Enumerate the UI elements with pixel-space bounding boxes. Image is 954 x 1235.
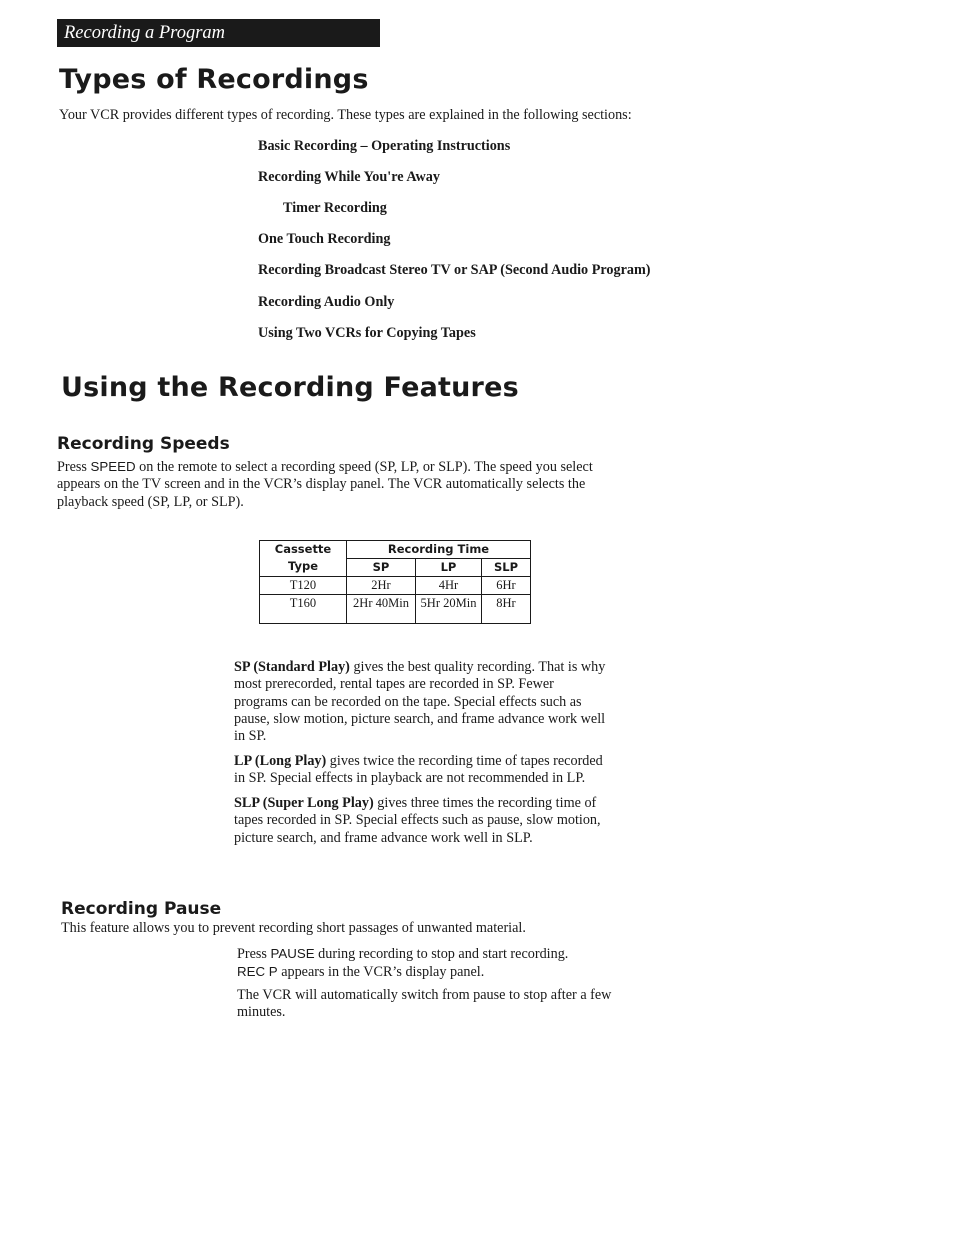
slp-term: SLP (Super Long Play) — [234, 795, 374, 811]
speeds-line1: on the remote to select a recording speed (SP, LP, or SLP). The speed you select — [139, 459, 593, 475]
features-heading: Using the Recording Features — [61, 372, 519, 403]
list-item: Recording Broadcast Stereo TV or SAP (Second Audio Program) — [258, 262, 651, 278]
slp-description: SLP (Super Long Play) gives three times the recording time of tapes recorded in SP. Special effects such as pause, slow motion, picture search, and frame advance work well in SLP. — [234, 795, 601, 846]
types-heading: Types of Recordings — [59, 64, 369, 95]
table-row — [260, 595, 531, 624]
table-cell: T160 — [260, 595, 347, 624]
table-cell: 8Hr — [482, 595, 531, 624]
slp-header: SLP — [482, 559, 531, 577]
recording-time-header: Recording Time — [347, 541, 531, 559]
lp-term: LP (Long Play) — [234, 753, 327, 769]
press-word: Press — [57, 459, 87, 475]
cassette-type-header: Cassette Type — [260, 541, 347, 577]
table-cell: 2Hr — [347, 577, 416, 595]
table-cell: 4Hr — [416, 577, 482, 595]
pause-instructions: Press PAUSE during recording to stop and start recording. REC P appears in the VCR’s display panel. — [237, 946, 569, 981]
speeds-line3: playback speed (SP, LP, or SLP). — [57, 493, 244, 510]
rec-p-display: REC P — [237, 964, 278, 980]
table-cell: 5Hr 20Min — [416, 595, 482, 624]
speeds-paragraph — [57, 458, 593, 511]
section-title: Recording a Program — [64, 23, 225, 43]
list-item: Recording While You're Away — [258, 169, 440, 185]
section-header-bar — [57, 19, 380, 47]
sp-header: SP — [347, 559, 416, 577]
pause-key: PAUSE — [270, 946, 315, 961]
recording-pause-heading: Recording Pause — [61, 899, 222, 919]
table-cell: T120 — [260, 577, 347, 595]
sp-description: SP (Standard Play) gives the best quality recording. That is why most prerecorded, rental tapes are recorded in SP. Fewer programs can be recorded on the tape. Special effects such as pause, slow motion, picture search, and frame advance work well in SP. — [234, 659, 606, 745]
list-item: One Touch Recording — [258, 231, 391, 247]
table-cell: 2Hr 40Min — [347, 595, 416, 624]
recording-speeds-heading: Recording Speeds — [57, 434, 230, 454]
sp-term: SP (Standard Play) — [234, 659, 350, 675]
speeds-line2: appears on the TV screen and in the VCR’s display panel. The VCR automatically selects the — [57, 476, 586, 493]
list-item: Recording Audio Only — [258, 294, 395, 310]
table-row — [260, 577, 531, 595]
pause-intro: This feature allows you to prevent recording short passages of unwanted material. — [61, 920, 526, 936]
list-item: Using Two VCRs for Copying Tapes — [258, 325, 476, 341]
list-item: Basic Recording – Operating Instructions — [258, 138, 511, 154]
recording-time-table — [259, 540, 531, 624]
list-item: Timer Recording — [283, 200, 387, 216]
types-intro: Your VCR provides different types of recording. These types are explained in the following sections: — [59, 107, 632, 123]
speed-key: SPEED — [90, 459, 136, 474]
pause-auto-stop: The VCR will automatically switch from pause to stop after a few minutes. — [237, 987, 612, 1021]
table-cell: 6Hr — [482, 577, 531, 595]
lp-description: LP (Long Play) gives twice the recording time of tapes recorded in SP. Special effects in playback are not recommended in LP. — [234, 753, 603, 787]
lp-header: LP — [416, 559, 482, 577]
